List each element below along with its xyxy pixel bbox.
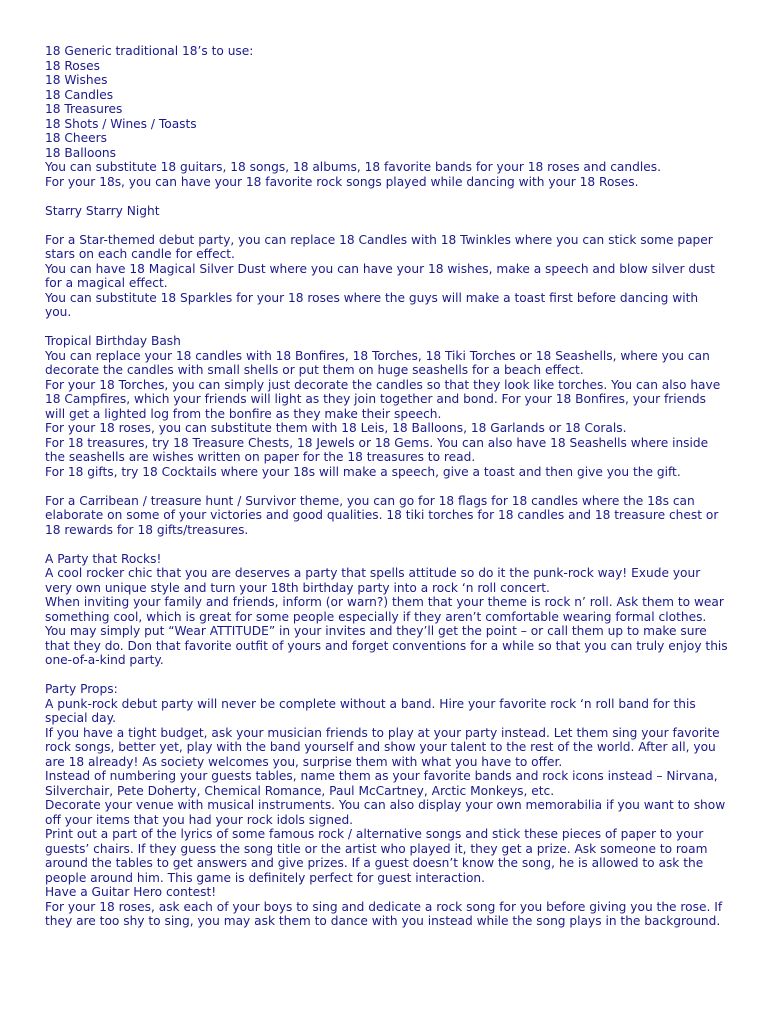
text-line: 18 Candles <box>45 87 114 102</box>
text-line: A Party that Rocks! <box>45 551 162 566</box>
text-line: You can substitute 18 Sparkles for your 18 roses where the guys will make a toast first before dancing with you. <box>45 290 703 319</box>
text-line: For 18 gifts, try 18 Cocktails where your 18s will make a speech, give a toast and then give you the gift. <box>45 464 681 479</box>
text-line: 18 Balloons <box>45 145 116 160</box>
text-line: 18 Roses <box>45 58 100 73</box>
document-body <box>45 44 732 929</box>
text-line: Decorate your venue with musical instruments. You can also display your own memorabilia if you want to show off your items that you had your rock idols signed. <box>45 798 730 827</box>
text-line: 18 Cheers <box>45 131 107 145</box>
blank-line <box>45 537 728 552</box>
text-line: For your 18s, you can have your 18 favorite rock songs played while dancing with your 18 Roses. <box>45 174 639 189</box>
text-line: For a Carribean / treasure hunt / Survivor theme, you can go for 18 flags for 18 candles where the 18s can elaborate on some of your victories and good qualities. 18 tiki torches for 18 candles and 18 treasure chest or 18 rewards for 18 gifts/treasures. <box>45 493 723 537</box>
text-line: Tropical Birthday Bash <box>45 334 181 348</box>
text-line: 18 Generic traditional 18’s to use: <box>45 44 254 58</box>
text-line: You can replace your 18 candles with 18 Bonfires, 18 Torches, 18 Tiki Torches or 18 Seashells, where you can decorate the candles with small shells or put them on huge seashells for a beach effect. <box>45 348 714 377</box>
text-line: For your 18 roses, ask each of your boys to sing and dedicate a rock song for you before giving you the rose. If they are too shy to sing, you may ask them to dance with you instead while the song plays in the background. <box>45 899 726 928</box>
blank-line <box>45 218 728 233</box>
blank-line <box>45 668 728 683</box>
text-line: Have a Guitar Hero contest! <box>45 885 217 899</box>
text-line: A punk-rock debut party will never be complete without a band. Hire your favorite rock ‘n roll band for this special day. <box>45 696 700 725</box>
text-line: A cool rocker chic that you are deserves a party that spells attitude so do it the punk-rock way! Exude your very own unique style and turn your 18th birthday party into a rock ‘n roll concert. <box>45 566 705 595</box>
text-line: 18 Treasures <box>45 102 123 116</box>
text-line: You can have 18 Magical Silver Dust where you can have your 18 wishes, make a speech and blow silver dust for a magical effect. <box>45 261 719 290</box>
text-line: For a Star-themed debut party, you can replace 18 Candles with 18 Twinkles where you can stick some paper stars on each candle for effect. <box>45 232 717 261</box>
text-line: For your 18 roses, you can substitute them with 18 Leis, 18 Balloons, 18 Garlands or 18 Corals. <box>45 421 627 435</box>
text-line: Instead of numbering your guests tables, name them as your favorite bands and rock icons instead – Nirvana, Silverchair, Pete Doherty, Chemical Romance, Paul McCartney, Arctic Monkeys, etc. <box>45 769 722 798</box>
text-line: Starry Starry Night <box>45 203 160 218</box>
blank-line <box>45 189 728 204</box>
text-line: When inviting your family and friends, inform (or warn?) them that your theme is rock n’ roll. Ask them to wear something cool, which is great for some people especially if they aren’t comfortable wearing formal clothes. You may simply put “Wear ATTITUDE” in your invites and they’ll get the point – or call them up to make sure that they do. Don that favorite outfit of yours and forget conventions for a while so that you can truly enjoy this one-of-a-kind party. <box>45 595 732 667</box>
text-line: 18 Wishes <box>45 73 108 87</box>
text-line: Print out a part of the lyrics of some famous rock / alternative songs and stick these pieces of paper to your guests’ chairs. If they guess the song title or the artist who played it, they get a prize. Ask someone to roam around the tables to get answers and give prizes. If a guest doesn’t know the song, he is allowed to ask the people around him. This game is definitely perfect for guest interaction. <box>45 827 712 885</box>
text-line: For your 18 Torches, you can simply just decorate the candles so that they look like torches. You can also have 18 Campfires, which your friends will light as they join together and bond. For your 18 Bonfires, your friends will get a lighted log from the bonfire as they make their speech. <box>45 377 725 421</box>
text-line: If you have a tight budget, ask your musician friends to play at your party instead. Let them sing your favorite rock songs, better yet, play with the band yourself and show your talent to the rest of the world. After all, you are 18 already! As society welcomes you, surprise them with what you have to offer. <box>45 725 724 769</box>
text-line: You can substitute 18 guitars, 18 songs, 18 albums, 18 favorite bands for your 18 roses and candles. <box>45 160 661 174</box>
blank-line <box>45 320 728 335</box>
text-line: 18 Shots / Wines / Toasts <box>45 116 197 131</box>
text-line: For 18 treasures, try 18 Treasure Chests, 18 Jewels or 18 Gems. You can also have 18 Seashells where inside the seashells are wishes written on paper for the 18 treasures to read. <box>45 435 713 464</box>
blank-line <box>45 479 728 494</box>
text-line: Party Props: <box>45 682 118 696</box>
